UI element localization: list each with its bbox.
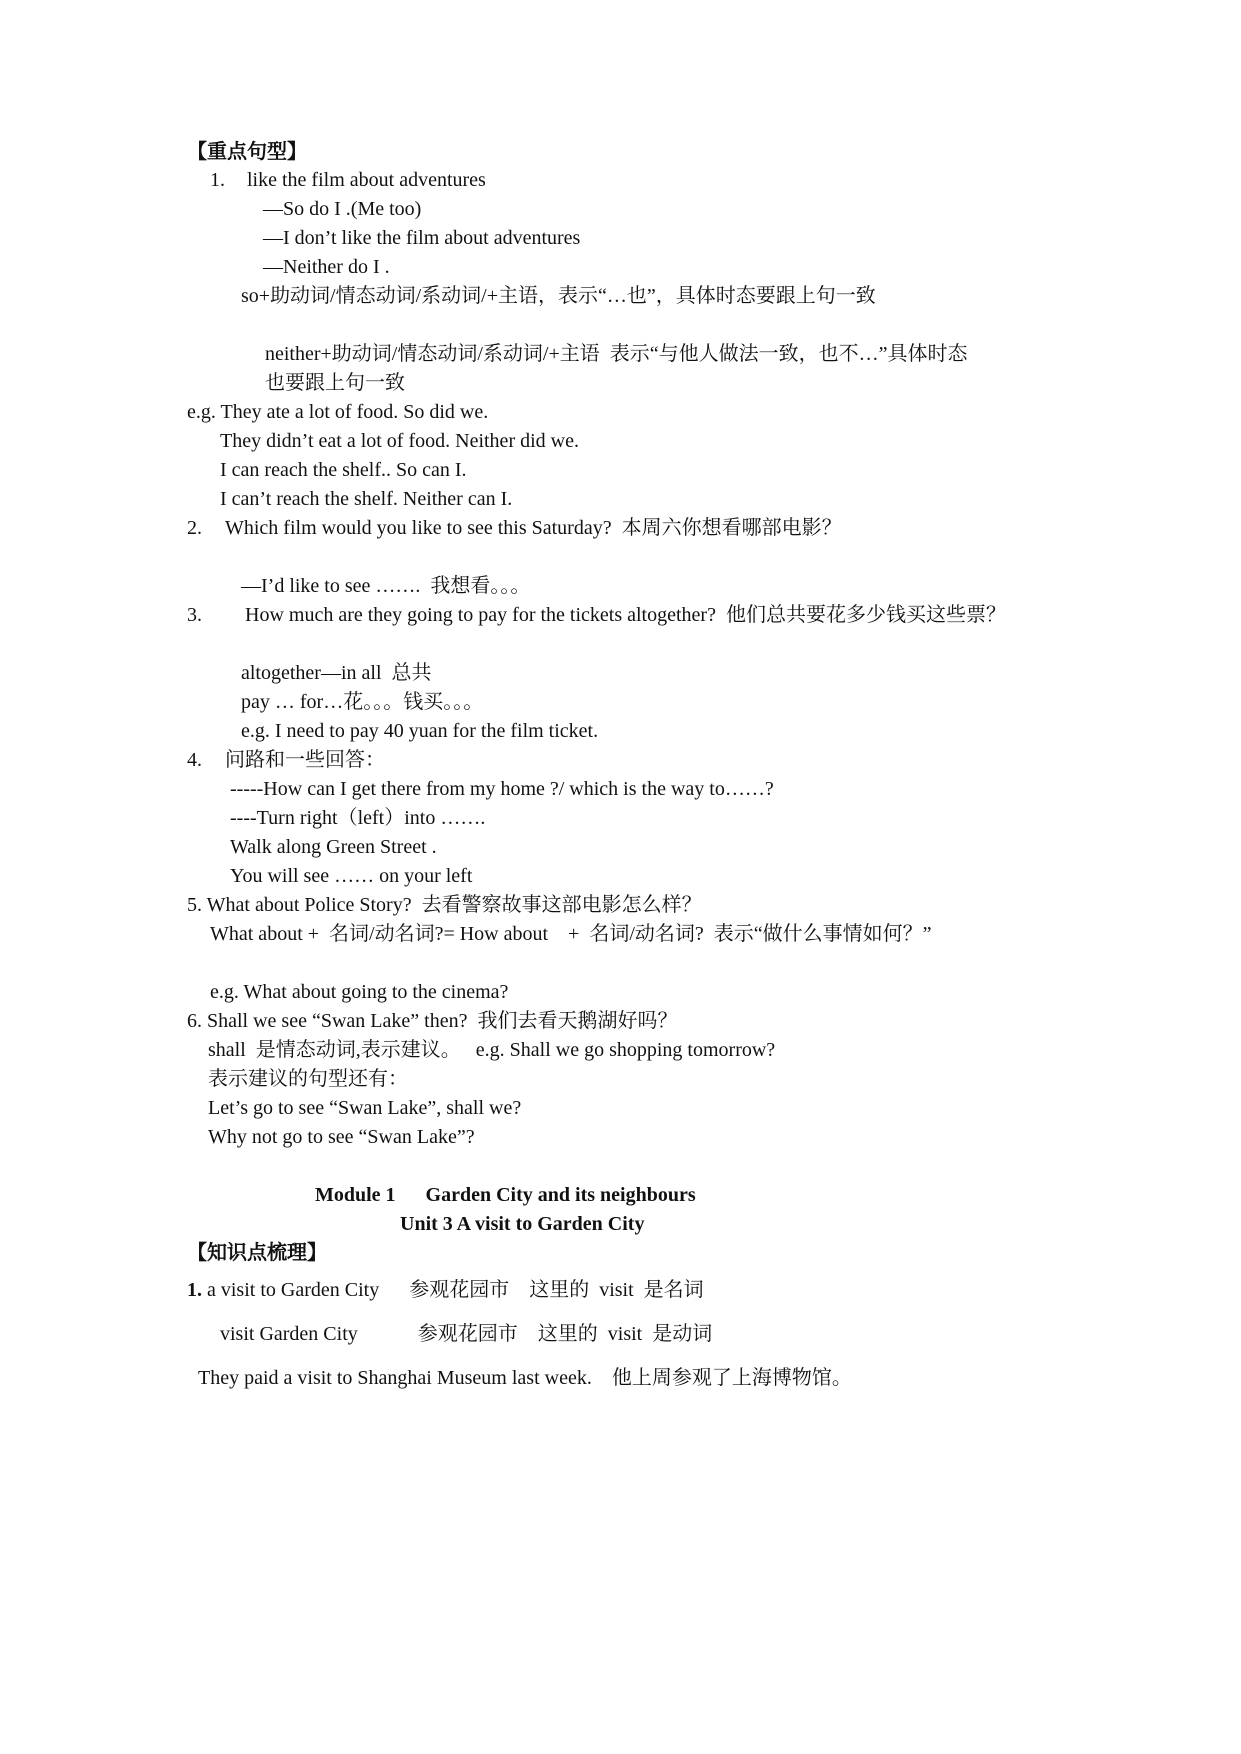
- point-1-text: a visit to Garden City 参观花园市 这里的 visit 是名词: [202, 1279, 704, 1301]
- item-1-line: —So do I .(Me too): [263, 198, 422, 220]
- item-6-text: 6. Shall we see “Swan Lake” then? 我们去看天鹅湖好吗？: [187, 1010, 678, 1032]
- item-5-rule: What about + 名词/动名词?= How about + 名词/动名词? 表示“做什么事情如何？”: [210, 923, 932, 945]
- point-1-line-2: visit Garden City 参观花园市 这里的 visit 是动词: [220, 1323, 713, 1345]
- point-1-example: They paid a visit to Shanghai Museum last week. 他上周参观了上海博物馆。: [198, 1367, 852, 1389]
- item-3-number: 3.: [187, 604, 202, 626]
- neither-rule: neither+助动词/情态动词/系动词/+主语 表示“与他人做法一致，也不…”具体时态: [265, 343, 968, 365]
- example-line: They didn’t eat a lot of food. Neither did we.: [220, 430, 579, 452]
- item-2-answer: —I’d like to see ……. 我想看。。。: [241, 575, 531, 597]
- unit-title: Unit 3 A visit to Garden City: [400, 1213, 645, 1235]
- item-4-number: 4.: [187, 749, 202, 771]
- example-line: I can reach the shelf.. So can I.: [220, 459, 467, 481]
- item-1-line: —I don’t like the film about adventures: [263, 227, 581, 249]
- item-1-line: —Neither do I .: [263, 256, 390, 278]
- example-line: I can’t reach the shelf. Neither can I.: [220, 488, 513, 510]
- item-4-line: Walk along Green Street .: [230, 836, 437, 858]
- item-3-line: pay … for…花。。。钱买。。。: [241, 691, 484, 713]
- item-1-number: 1.: [210, 169, 225, 191]
- item-6-line: Let’s go to see “Swan Lake”, shall we?: [208, 1097, 522, 1119]
- item-3-line: altogether—in all 总共: [241, 662, 432, 684]
- item-4-line: -----How can I get there from my home ?/ which is the way to……?: [230, 778, 774, 800]
- item-5-example: e.g. What about going to the cinema?: [210, 981, 509, 1003]
- item-6-line: Why not go to see “Swan Lake”?: [208, 1126, 475, 1148]
- item-3-text: How much are they going to pay for the tickets altogether? 他们总共要花多少钱买这些票？: [245, 604, 1006, 626]
- point-1-line: [187, 1278, 704, 1302]
- item-3-line: e.g. I need to pay 40 yuan for the film ticket.: [241, 720, 599, 742]
- item-2-text: Which film would you like to see this Saturday? 本周六你想看哪部电影？: [225, 517, 842, 539]
- item-4-line: ----Turn right（left）into …….: [230, 807, 486, 829]
- item-4-text: 问路和一些回答：: [225, 749, 385, 771]
- so-rule: so+助动词/情态动词/系动词/+主语，表示“…也”，具体时态要跟上句一致: [241, 285, 876, 307]
- example-line: e.g. They ate a lot of food. So did we.: [187, 401, 489, 423]
- module-title: Module 1 Garden City and its neighbours: [315, 1184, 696, 1206]
- item-1-text: like the film about adventures: [247, 169, 486, 191]
- item-2-number: 2.: [187, 517, 202, 539]
- item-6-line: 表示建议的句型还有：: [208, 1068, 408, 1090]
- item-4-line: You will see …… on your left: [230, 865, 473, 887]
- section-heading-key-sentences: 【重点句型】: [187, 141, 307, 163]
- item-5-text: 5. What about Police Story? 去看警察故事这部电影怎么样？: [187, 894, 702, 916]
- neither-rule-continued: 也要跟上句一致: [265, 372, 405, 394]
- item-6-line: shall 是情态动词,表示建议。 e.g. Shall we go shopping tomorrow?: [208, 1039, 776, 1061]
- point-1-number: 1.: [187, 1279, 202, 1301]
- section-heading-knowledge-points: 【知识点梳理】: [187, 1242, 327, 1264]
